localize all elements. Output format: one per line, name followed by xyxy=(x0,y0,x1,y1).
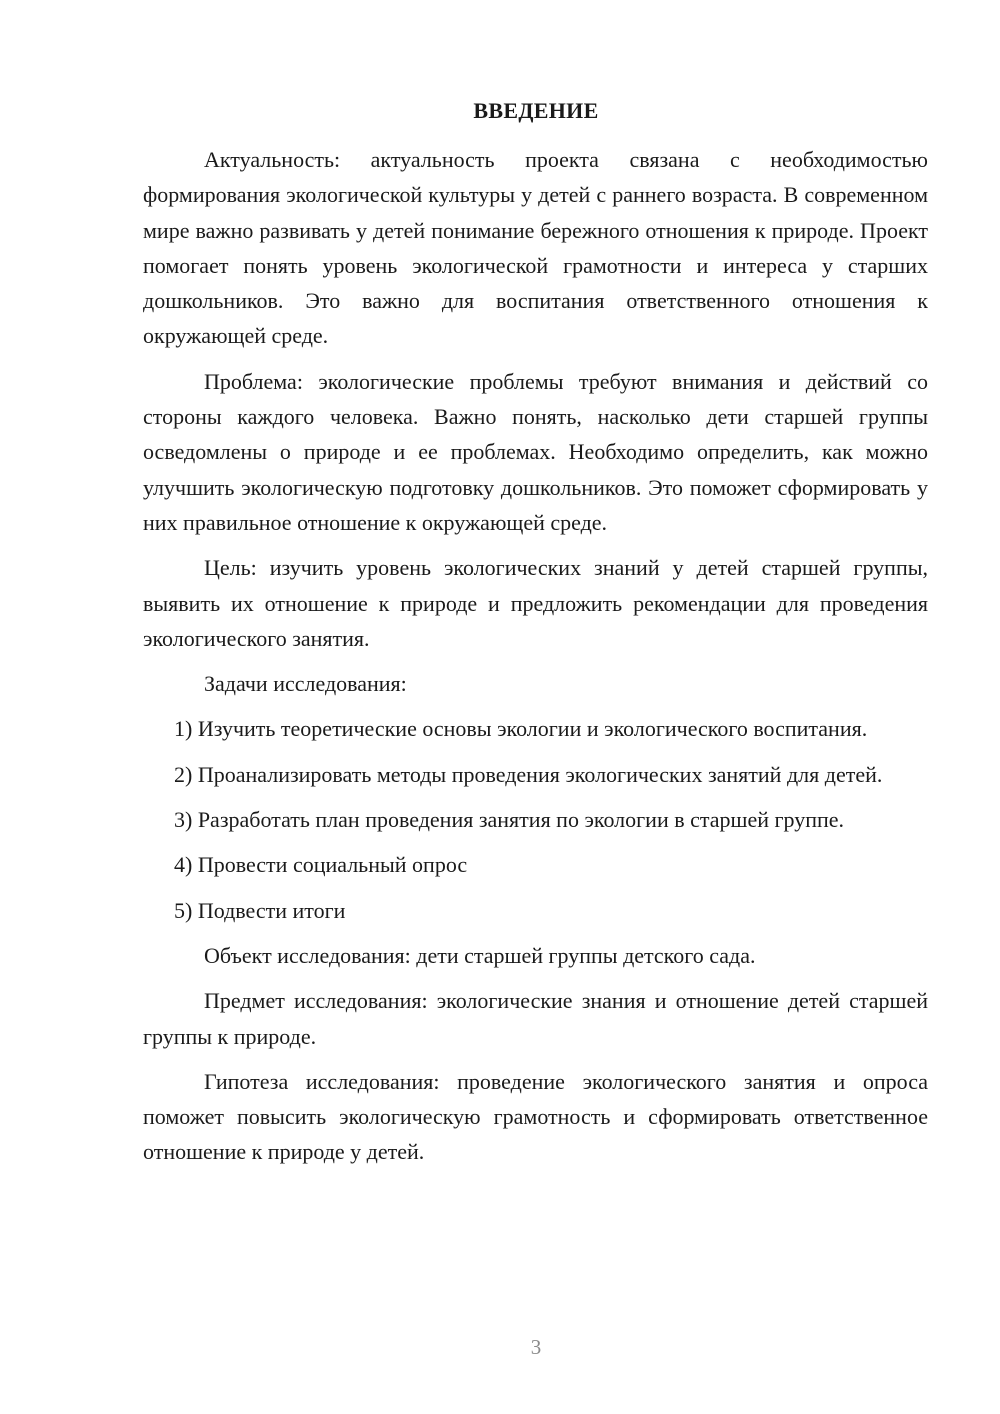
task-item-2: 2) Проанализировать методы проведения экологических занятий для детей. xyxy=(174,761,883,787)
task-item-1: 1) Изучить теоретические основы экологии и экологического воспитания. xyxy=(174,716,868,742)
paragraph-relevance: Актуальность: актуальность проекта связана с необходимостью формирования экологической культуры у детей с раннего возраста. В современном мире важно развивать у детей понимание бережного отношения к природе. Проект помогает понять уровень экологической грамотности и интереса у старших дошкольников. Это важно для воспитания ответственного отношения к окружающей среде. xyxy=(143,147,928,349)
page-number: 3 xyxy=(530,1335,542,1359)
paragraph-goal: Цель: изучить уровень экологических знаний у детей старшей группы, выявить их отношение к природе и предложить рекомендации для проведения экологического занятия. xyxy=(143,555,928,651)
task-item-5: 5) Подвести итоги xyxy=(174,897,346,923)
paragraph-subject: Предмет исследования: экологические знания и отношение детей старшей группы к природе. xyxy=(143,988,928,1049)
paragraph-problem: Проблема: экологические проблемы требуют внимания и действий со стороны каждого человека. Важно понять, насколько дети старшей группы осведомлены о природе и ее проблемах. Необходимо определить, как можно улучшить экологическую подготовку дошкольников. Это поможет сформировать у них правильное отношение к окружающей среде. xyxy=(143,368,928,535)
paragraph-object: Объект исследования: дети старшей группы детского сада. xyxy=(204,942,756,968)
paragraph-tasks-heading: Задачи исследования: xyxy=(204,671,407,697)
task-item-4: 4) Провести социальный опрос xyxy=(174,852,468,878)
paragraph-hypothesis: Гипотеза исследования: проведение экологического занятия и опроса поможет повысить экологическую грамотность и сформировать ответственное отношение к природе у детей. xyxy=(143,1068,928,1165)
document-body xyxy=(143,142,928,1170)
section-title: ВВЕДЕНИЕ xyxy=(473,98,599,123)
task-item-3: 3) Разработать план проведения занятия по экологии в старшей группе. xyxy=(174,807,845,833)
